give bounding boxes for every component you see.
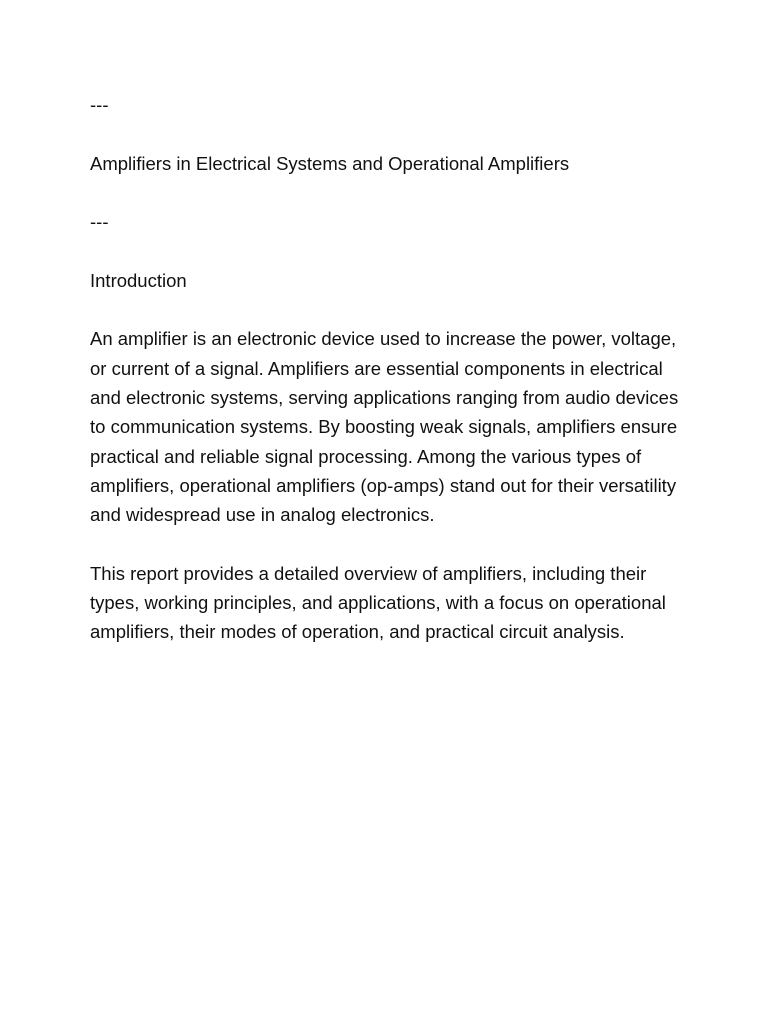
- divider-top: ---: [90, 94, 109, 115]
- intro-paragraph: An amplifier is an electronic device used to increase the power, voltage, or current of a signal. Amplifiers are essential components in electrical and electronic systems, serving applications ranging from audio devices to communication systems. By boosting weak signals, amplifiers ensure practical and reliable signal processing. Among the various types of amplifiers, operational amplifiers (op-amps) stand out for their versatility and widespread use in analog electronics.: [90, 328, 679, 526]
- divider-bottom: ---: [90, 211, 109, 233]
- document-page: [90, 90, 690, 676]
- section-heading: Introduction: [90, 269, 187, 291]
- overview-paragraph: This report provides a detailed overview of amplifiers, including their types, working principles, and applications, with a focus on operational amplifiers, their modes of operation, and practical circuit analysis.: [90, 562, 666, 643]
- document-title: Amplifiers in Electrical Systems and Operational Amplifiers: [90, 152, 570, 174]
